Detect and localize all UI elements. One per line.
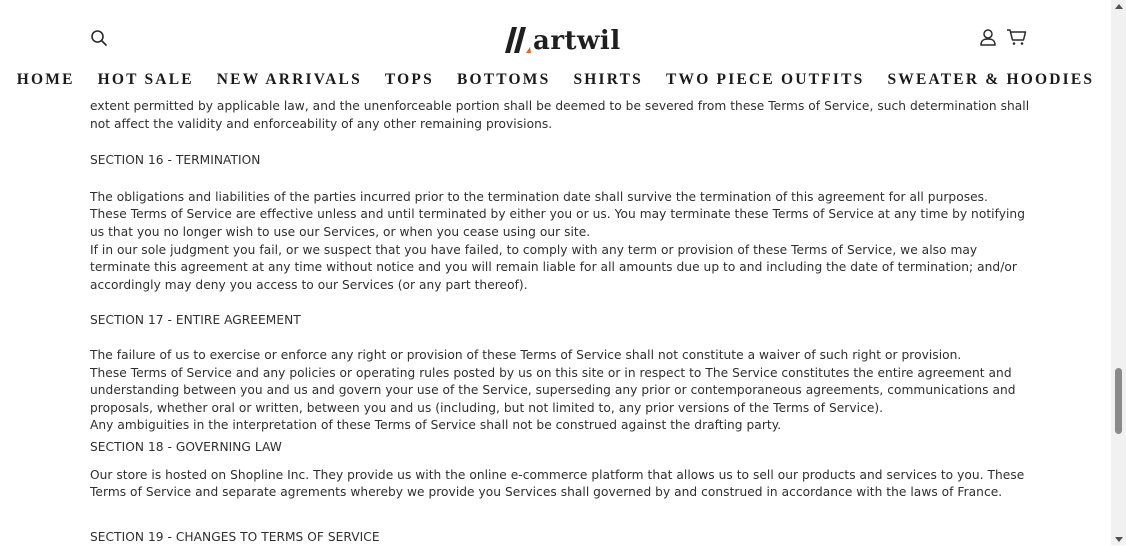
paragraph: These Terms of Service and any policies or operating rules posted by us on this site or in respect to The Service constitutes the entire agreement and understanding between you and us and govern your use of the Service, superseding any prior or contemporaneous agreements, communications and proposals, whether oral or written, between you and us (including, but not limited to, any prior versions of the Terms of Service). [90,365,1016,415]
section-17-body [90,347,1030,435]
search-icon [90,29,108,47]
cart-icon [1006,28,1028,46]
logo-text: artwil [533,26,621,56]
section-16-title: SECTION 16 - TERMINATION [90,153,261,168]
paragraph: Our store is hosted on Shopline Inc. They provide us with the online e-commerce platform that allows us to sell our products and services to you. These Terms of Service and separate agrements whereby we provide you Services shall governed by and construed in accordance with the laws of France. [90,467,1025,500]
terms-of-service-content [90,96,1030,546]
scrollbar-thumb[interactable] [1115,368,1122,434]
nav-hot-sale[interactable]: HOT SALE [97,71,194,88]
nav-tops[interactable]: TOPS [384,71,434,88]
cart-button[interactable] [1006,28,1028,46]
account-button[interactable] [979,28,997,46]
nav-two-piece-outfits[interactable]: TWO PIECE OUTFITS [665,71,865,88]
paragraph: extent permitted by applicable law, and the unenforceable portion shall be deemed to be severed from these Terms of Service, such determination shall not affect the validity and enforceability of any other remaining provisions. [90,99,1030,131]
nav-shirts[interactable]: SHIRTS [573,71,643,88]
section-18-body [90,467,1030,502]
paragraph: These Terms of Service are effective unless and until terminated by either you or us. You may terminate these Terms of Service at any time by notifying us that you no longer wish to use our Services, or when you cease using our site. [90,207,1025,239]
section-18-title: SECTION 18 - GOVERNING LAW [90,439,282,454]
main-navigation [0,70,1111,90]
paragraph: The obligations and liabilities of the parties incurred prior to the termination date shall survive the termination of this agreement for all purposes. [90,189,988,204]
paragraph: The failure of us to exercise or enforce any right or provision of these Terms of Service shall not constitute a waiver of such right or provision. [90,347,962,362]
vertical-scrollbar[interactable] [1111,0,1126,545]
nav-sweater-hoodies[interactable]: SWEATER & HOODIES [887,71,1095,88]
section-19-title: SECTION 19 - CHANGES TO TERMS OF SERVICE [90,529,380,544]
section-16-body [90,189,1030,295]
scroll-up-arrow-icon[interactable] [1115,4,1123,9]
section-17-title: SECTION 17 - ENTIRE AGREEMENT [90,313,301,328]
paragraph: Any ambiguities in the interpretation of these Terms of Service shall not be construed against the drafting party. [90,418,782,433]
logo-mark-icon [505,26,531,54]
logo[interactable] [505,22,621,54]
scroll-down-arrow-icon[interactable] [1115,537,1123,542]
site-header [0,0,1111,96]
nav-bottoms[interactable]: BOTTOMS [456,71,551,88]
user-icon [979,28,997,46]
nav-new-arrivals[interactable]: NEW ARRIVALS [216,71,362,88]
paragraph: If in our sole judgment you fail, or we suspect that you have failed, to comply with any term or provision of these Terms of Service, we also may terminate this agreement at any time without notice and you will remain liable for all amounts due up to and including the date of termination; and/or accordingly may deny you access to our Services (or any part thereof). [90,242,1017,292]
nav-home[interactable]: HOME [16,71,75,88]
search-button[interactable] [90,29,108,47]
